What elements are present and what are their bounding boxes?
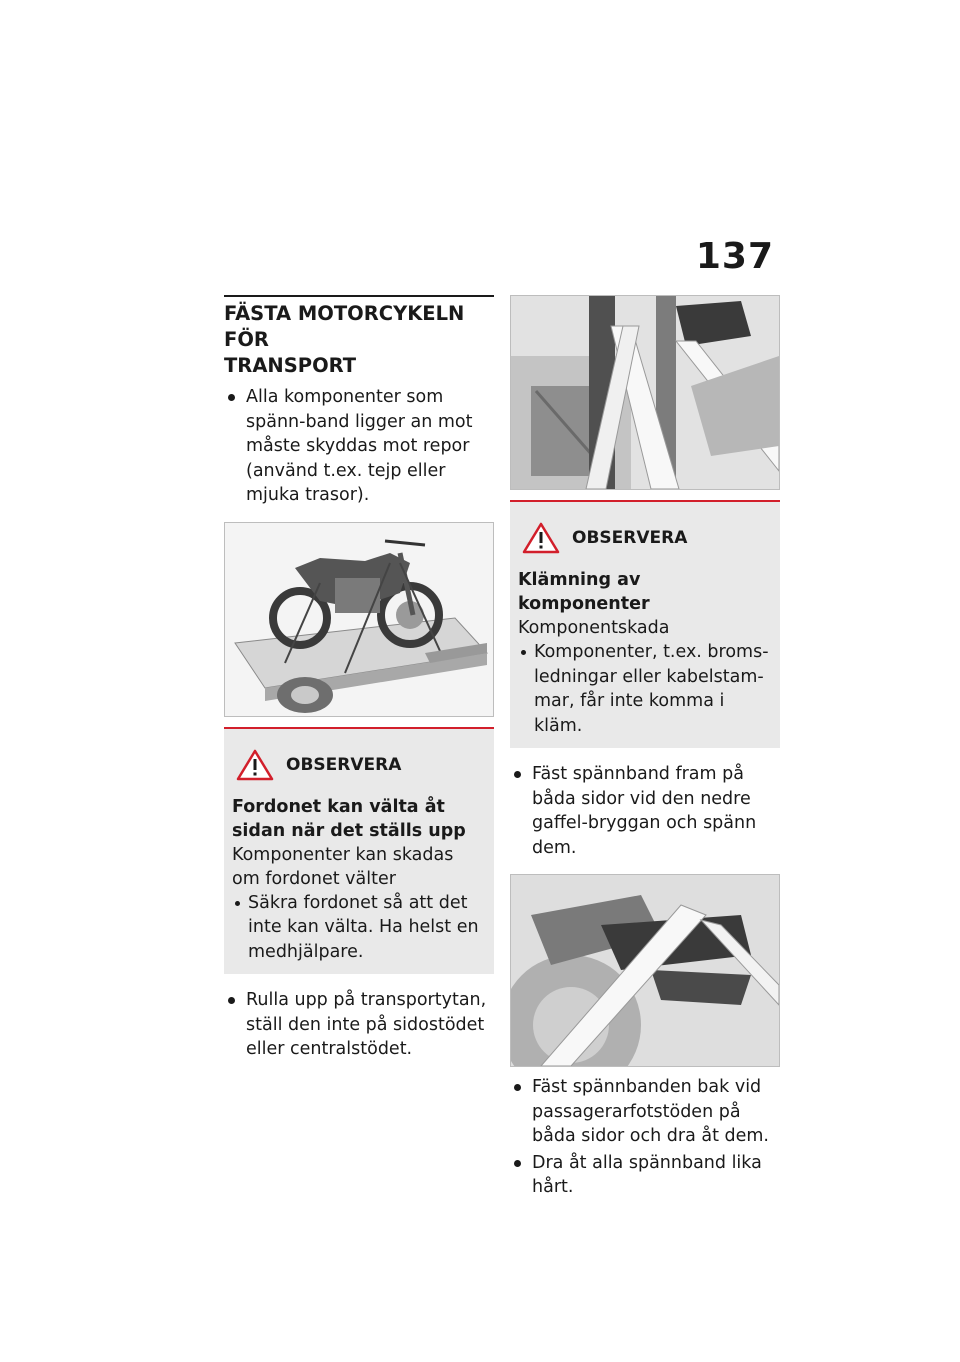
notice-action: Säkra fordonet så att det inte kan välta. Ha helst en medhjälpare.: [232, 891, 484, 965]
notice-hazard: Fordonet kan välta åt sidan när det ställs upp: [232, 796, 466, 841]
motorcycle-on-trailer-illustration: [224, 522, 494, 717]
rear-footrest-strap-illustration: [510, 874, 780, 1067]
section-rule: [224, 295, 494, 297]
left-column: [224, 295, 494, 1064]
warning-triangle-icon: [236, 749, 274, 781]
notice-consequence: Komponenter kan skadas om fordonet välter: [232, 844, 454, 889]
notice-action: Komponenter, t.ex. broms-ledningar eller kabelstam-mar, får inte komma i kläm.: [518, 640, 770, 738]
notice-consequence: Komponentskada: [518, 618, 670, 638]
notice-pinching: [510, 500, 780, 748]
bullet-tighten-evenly: Dra åt alla spännband lika hårt.: [510, 1151, 780, 1200]
front-fork-strap-illustration: [510, 295, 780, 490]
notice-hazard: Klämning av komponenter: [518, 570, 650, 614]
bullet-roll-onto-surface: Rulla upp på transportytan, ställ den inte på sidostödet eller centralstödet.: [224, 988, 494, 1062]
right-column: [510, 295, 780, 1202]
notice-tip-over: [224, 727, 494, 975]
notice-title: OBSERVERA: [286, 754, 402, 775]
warning-triangle-icon: [522, 522, 560, 554]
page-number: 137: [695, 236, 774, 277]
section-title-line2: TRANSPORT: [224, 354, 357, 377]
bullet-rear-straps: Fäst spännbanden bak vid passagerarfotstöden på båda sidor och dra åt dem.: [510, 1075, 780, 1149]
bullet-protect-components: Alla komponenter som spänn-band ligger an mot måste skyddas mot repor (använd t.ex. tejp eller mjuka trasor).: [224, 385, 494, 508]
section-title-line1: FÄSTA MOTORCYKELN FÖR: [224, 302, 465, 351]
notice-title: OBSERVERA: [572, 528, 688, 548]
section-title: [224, 301, 494, 379]
bullet-front-straps: Fäst spännband fram på båda sidor vid den nedre gaffel-bryggan och spänn dem.: [510, 762, 780, 860]
